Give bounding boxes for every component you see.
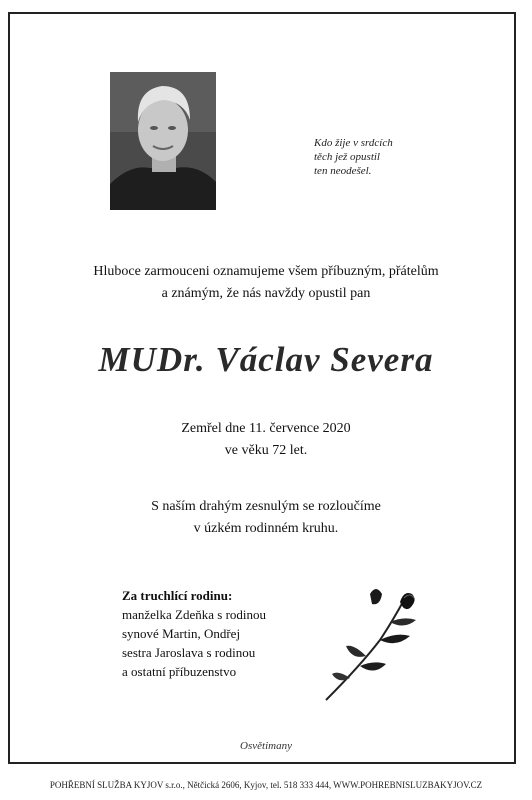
family-member: sestra Jaroslava s rodinou <box>122 645 256 660</box>
motto-line: těch jež opustil <box>314 151 380 163</box>
announcement-line: Hluboce zarmouceni oznamujeme všem příbuzným, přátelům <box>93 264 439 279</box>
rose-icon-svg <box>320 586 432 706</box>
family-list <box>122 586 266 681</box>
funeral-service-footer: POHŘEBNÍ SLUŽBA KYJOV s.r.o., Nětčická 2606, Kyjov, tel. 518 333 444, WWW.POHREBNISLUZBAKYJOV.CZ <box>49 780 483 790</box>
portrait-photo <box>110 72 216 210</box>
motto-line: Kdo žije v srdcích <box>314 137 393 149</box>
motto-quote <box>314 136 393 178</box>
death-details <box>0 418 532 462</box>
announcement-line: a známým, že nás navždy opustil pan <box>161 286 371 301</box>
farewell-line: v úzkém rodinném kruhu. <box>193 521 339 536</box>
lamp-credit: Osvětimany <box>240 740 292 752</box>
motto-line: ten neodešel. <box>314 165 372 177</box>
farewell-line: S naším drahým zesnulým se rozloučíme <box>151 499 381 514</box>
deceased-name: MUDr. Václav Severa <box>98 340 434 379</box>
family-member: synové Martin, Ondřej <box>122 626 241 641</box>
family-heading: Za truchlící rodinu: <box>122 588 233 603</box>
announcement-text <box>0 261 532 305</box>
family-member: manželka Zdeňka s rodinou <box>122 607 267 622</box>
death-age: ve věku 72 let. <box>224 443 308 458</box>
farewell-text <box>0 496 532 540</box>
death-date: Zemřel dne 11. července 2020 <box>181 421 351 436</box>
family-member: a ostatní příbuzenstvo <box>122 664 237 679</box>
portrait-photo-svg <box>110 72 216 210</box>
rose-icon <box>320 586 432 706</box>
